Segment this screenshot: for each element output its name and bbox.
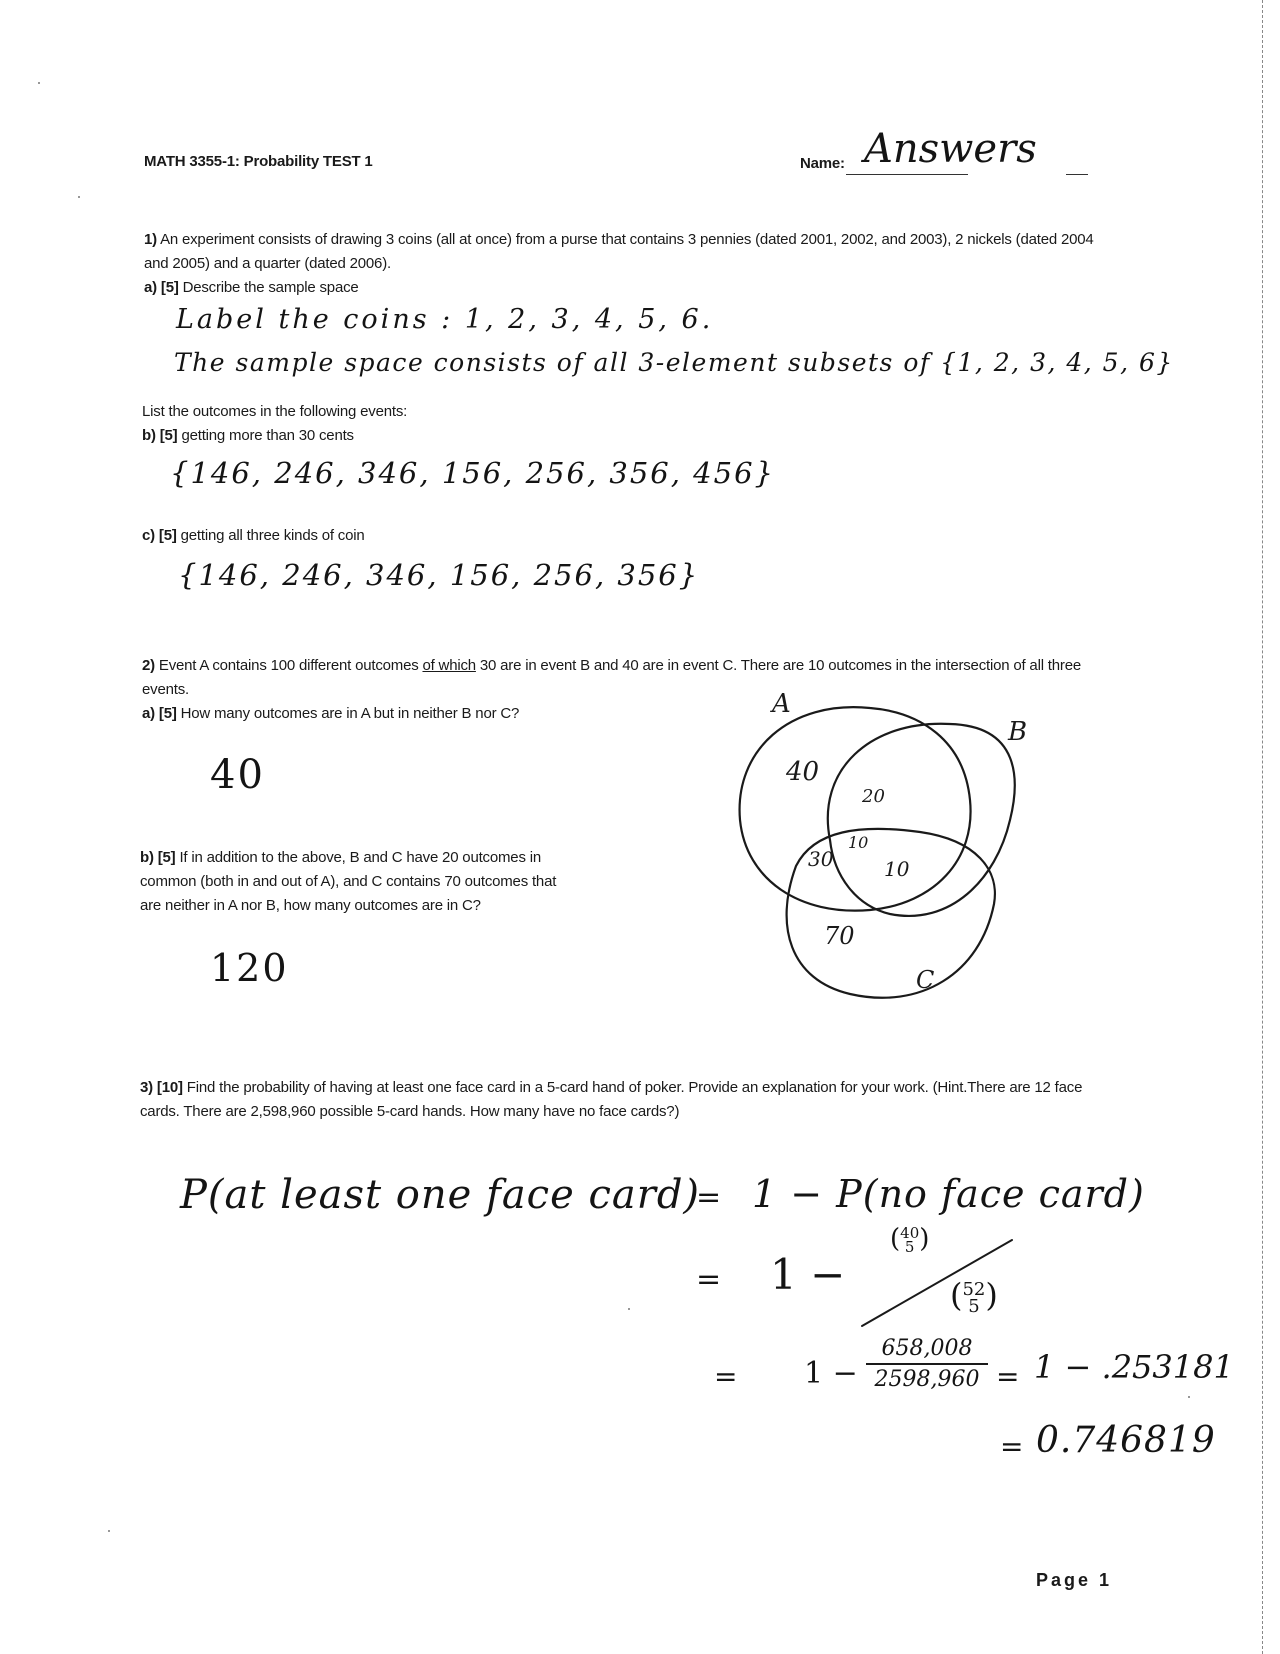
- venn-label-b: B: [1008, 717, 1028, 747]
- q1b-label: b) [5]: [142, 427, 178, 444]
- venn-region-ac: 30: [808, 847, 834, 871]
- q1b-answer: {146, 246, 346, 156, 256, 356, 456}: [170, 456, 775, 490]
- q1a-text: Describe the sample space: [182, 279, 359, 296]
- q2b-prompt: [140, 846, 570, 918]
- q3-one2: 1 −: [804, 1356, 858, 1391]
- venn-region-a-only: 40: [786, 757, 820, 787]
- fraction-slash: [850, 1224, 1030, 1334]
- q3-eq4: =: [996, 1360, 1020, 1393]
- q2a-answer: 40: [210, 752, 265, 798]
- q1c-answer: {146, 246, 346, 156, 256, 356}: [178, 558, 700, 592]
- venn-region-ab: 20: [862, 786, 885, 807]
- q1c-prompt: [142, 524, 365, 548]
- binom-bot-k: 5: [968, 1295, 980, 1317]
- q3-number: 3): [140, 1079, 153, 1096]
- scan-edge: [1262, 0, 1263, 1654]
- q2-text-before: Event A contains 100 different outcomes: [158, 657, 423, 674]
- q1b-prompt: [142, 424, 354, 448]
- scan-speck: [78, 196, 80, 198]
- q2a-prompt: [142, 702, 519, 726]
- venn-diagram: [720, 690, 1060, 1030]
- q1-text: An experiment consists of drawing 3 coins (all at once) from a purse that contains 3 pennies (dated 2001, 2002, and 2003), 2 nickels (dated 2004 and 2005) and a quarter (dated 2006).: [144, 231, 1094, 272]
- q3-one: 1 −: [770, 1250, 846, 1299]
- scan-speck: [108, 1530, 110, 1532]
- q2-number: 2): [142, 657, 155, 674]
- venn-circle-a: [740, 707, 971, 910]
- q1-number: 1): [144, 231, 157, 248]
- numeric-fraction: [862, 1336, 992, 1392]
- scan-speck: [628, 1308, 630, 1310]
- binom-fraction: [850, 1224, 1030, 1334]
- q2b-text: If in addition to the above, B and C have 20 outcomes in common (both in and out of A), and C contains 70 outcomes that are neither in A nor B, how many outcomes are in C?: [140, 849, 557, 914]
- q3-eq5: =: [1000, 1430, 1024, 1463]
- binom-top-k: 5: [904, 1238, 915, 1256]
- name-label: Name:: [800, 155, 845, 172]
- q1a-answer-line1: Label the coins : 1, 2, 3, 4, 5, 6.: [176, 304, 714, 335]
- frac-denominator: 2598,960: [874, 1367, 980, 1392]
- q3-eq1: =: [696, 1180, 722, 1215]
- venn-label-a: A: [772, 689, 791, 719]
- frac-bar: [866, 1363, 988, 1365]
- binom-top: (40 5 ): [890, 1224, 930, 1256]
- venn-circle-b: [828, 724, 1015, 916]
- q1c-label: c) [5]: [142, 527, 177, 544]
- binom-bot-n: 52: [962, 1278, 986, 1300]
- q2a-text: How many outcomes are in A but in neither B nor C?: [180, 705, 520, 722]
- q1c-text: getting all three kinds of coin: [180, 527, 365, 544]
- name-value: Answers: [864, 126, 1037, 172]
- q3-text: Find the probability of having at least one face card in a 5-card hand of poker. Provide an explanation for your work. (Hint.There are 12 face cards. There are 2,598,960 possible 5-card hands. How many have no face cards?): [140, 1079, 1083, 1120]
- q2a-label: a) [5]: [142, 705, 177, 722]
- q1b-text: getting more than 30 cents: [181, 427, 354, 444]
- q3-prompt: [140, 1076, 1120, 1124]
- q1a-prompt: [144, 276, 359, 300]
- q3-lhs: P(at least one face card): [180, 1172, 701, 1218]
- course-title: MATH 3355-1: Probability TEST 1: [144, 153, 373, 170]
- q1a-label: a) [5]: [144, 279, 179, 296]
- q3-step3: 1 − .253181: [1034, 1348, 1234, 1386]
- q2b-label: b) [5]: [140, 849, 176, 866]
- binom-top-n: 40: [900, 1224, 920, 1242]
- q1a-answer-line2: The sample space consists of all 3-element subsets of {1, 2, 3, 4, 5, 6}: [174, 348, 1174, 377]
- name-underline: [846, 174, 968, 175]
- venn-region-abc: 10: [848, 833, 869, 852]
- venn-label-c: C: [916, 966, 935, 994]
- binom-bottom: (52 5 ): [950, 1276, 998, 1317]
- q1-list-intro: List the outcomes in the following events:: [142, 403, 408, 420]
- q2b-answer: 120: [210, 946, 289, 990]
- q3-result: 0.746819: [1036, 1420, 1216, 1461]
- q3-label: [10]: [156, 1079, 183, 1096]
- name-underline-tail: [1066, 174, 1088, 175]
- page-number: Page 1: [1036, 1570, 1113, 1590]
- scan-speck: [1188, 1396, 1190, 1398]
- venn-region-bc: 10: [884, 857, 910, 881]
- q3-eq2: =: [696, 1262, 722, 1297]
- scan-speck: [38, 82, 40, 84]
- q2-text-underlined: of which: [422, 657, 476, 674]
- q1-prompt: [144, 228, 1104, 276]
- q3-rhs1: 1 − P(no face card): [752, 1172, 1145, 1216]
- q2-text-after: 30 are in event B and 40 are in event C. There are 10 outcomes in the intersection of all three events.: [142, 657, 1081, 698]
- frac-numerator: 658,008: [881, 1336, 973, 1361]
- venn-region-c-only: 70: [824, 922, 855, 950]
- q3-eq3: =: [714, 1360, 738, 1393]
